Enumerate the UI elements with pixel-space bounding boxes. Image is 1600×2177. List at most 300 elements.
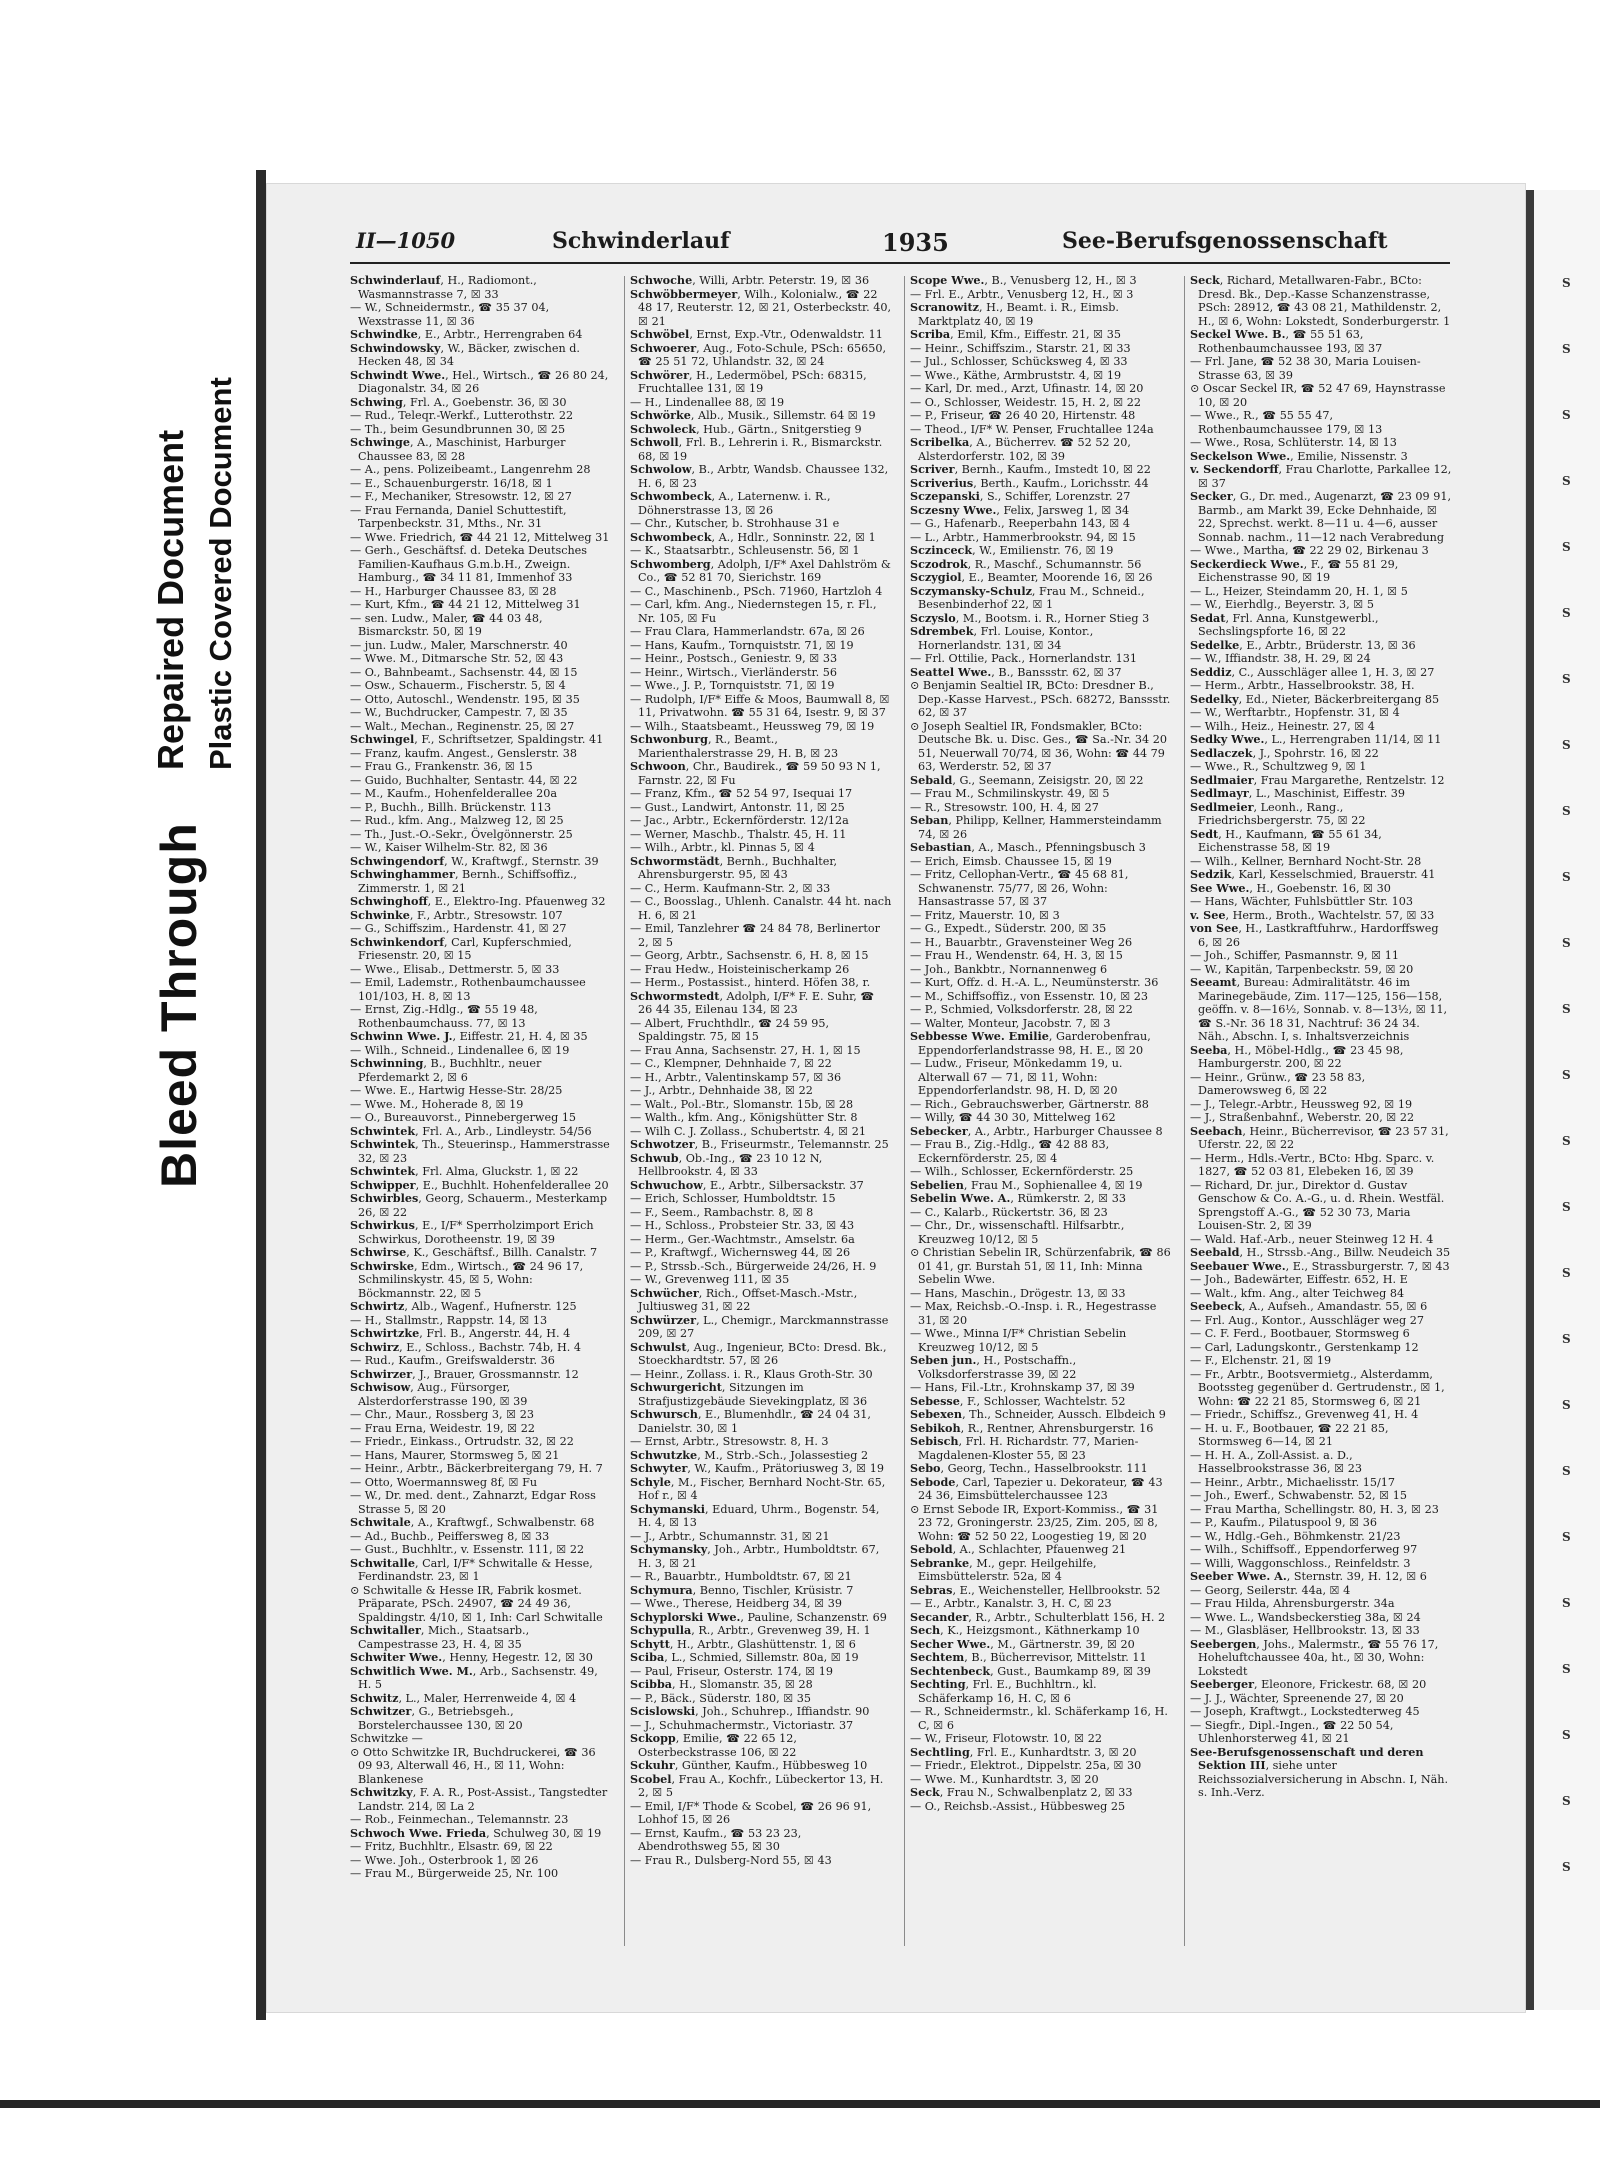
directory-entry: — H., Schloss., Probsteier Str. 33, ☒ 43 (630, 1219, 855, 1232)
directory-entry: — H., Harburger Chaussee 83, ☒ 28 (350, 584, 557, 598)
directory-entry: Schypulla, R., Arbtr., Grevenweg 39, H. 1 (630, 1623, 871, 1637)
directory-entry: Seeberger, Eleonore, Frickestr. 68, ☒ 20 (1190, 1677, 1427, 1691)
directory-entry: Schwurgericht, Sitzungen im Strafjustizgebäude Sievekingplatz, ☒ 36 (630, 1380, 868, 1408)
directory-entry: — Emil, Tanzlehrer ☎ 24 84 78, Berlinertor 2, ☒ 5 (630, 922, 880, 949)
directory-entry: — Wwe., Therese, Heidberg 34, ☒ 39 (630, 1597, 842, 1610)
directory-entry: — Frau Anna, Sachsenstr. 27, H. 1, ☒ 15 (630, 1043, 861, 1057)
directory-entry: — Frl. E., Arbtr., Venusberg 12, H., ☒ 3 (910, 287, 1134, 301)
directory-entry: — Wwe. Friedrich, ☎ 44 21 12, Mittelweg 31 (350, 530, 610, 544)
directory-entry: Scriba, Emil, Kfm., Eiffestr. 21, ☒ 35 (910, 327, 1121, 341)
directory-entry: — J., Arbtr., Dehnhaide 38, ☒ 22 (630, 1084, 813, 1097)
directory-entry: — Fr., Arbtr., Bootsvermietg., Alsterdamm, Bootssteg gegenüber d. Gertrudenstr., ☒ 1, Wohn: ☎ 22 21 85, Stormsweg 6, ☒ 21 (1190, 1367, 1445, 1408)
directory-entry: — Wilh., Staatsbeamt., Heussweg 79, ☒ 19 (630, 719, 875, 733)
directory-entry: Sebbesse Wwe. Emilie, Garderobenfrau, Eppendorferlandstrasse 98, H. E., ☒ 20 (910, 1029, 1151, 1057)
directory-entry: — Herm., Postassist., hinterd. Höfen 38, r. (630, 976, 871, 989)
directory-entry: — L., Heizer, Steindamm 20, H. 1, ☒ 5 (1190, 584, 1408, 598)
directory-entry: Sechting, Frl. E., Buchhltrn., kl. Schäferkamp 16, H. C, ☒ 6 (910, 1677, 1097, 1705)
directory-entry: Sedelke, E., Arbtr., Brüderstr. 13, ☒ 36 (1190, 637, 1416, 652)
directory-entry: Schwotzer, B., Friseurmstr., Telemannstr. 25 (630, 1137, 889, 1151)
directory-entry: Schwyter, W., Kaufm., Prätoriusweg 3, ☒ 19 (630, 1461, 884, 1475)
directory-entry: — F., Mechaniker, Stresowstr. 12, ☒ 27 (350, 490, 572, 503)
directory-entry: — C., Boosslag., Uhlenh. Canalstr. 44 ht. nach H. 6, ☒ 21 (630, 895, 892, 922)
directory-entry: — Hans, Wächter, Fuhlsbüttler Str. 103 (1190, 895, 1413, 908)
directory-entry: Schytt, H., Arbtr., Glashüttenstr. 1, ☒ 6 (630, 1636, 856, 1651)
directory-entry: Sebelin Wwe. A., Rümkerstr. 2, ☒ 33 (910, 1191, 1126, 1205)
directory-entry: — Joh., Ewerf., Schwabenstr. 52, ☒ 15 (1190, 1489, 1407, 1502)
directory-entry: — Guido, Buchhalter, Sentastr. 44, ☒ 22 (350, 773, 578, 787)
directory-entry: Sczyslo, M., Bootsm. i. R., Horner Stieg 3 (910, 610, 1150, 625)
directory-entry: — Wwe., Minna I/F* Christian Sebelin Kreuzweg 10/12, ☒ 5 (910, 1327, 1127, 1354)
directory-entry: Sebelien, Frau M., Sophienallee 4, ☒ 19 (910, 1177, 1143, 1192)
directory-entry: — Frau R., Dulsberg-Nord 55, ☒ 43 (630, 1853, 832, 1867)
directory-entry: — Max, Reichsb.-O.-Insp. i. R., Hegestrasse 31, ☒ 20 (910, 1300, 1157, 1327)
directory-entry: — Frau H., Wendenstr. 64, H. 3, ☒ 15 (910, 949, 1123, 962)
directory-entry: — F., Seem., Rambachstr. 8, ☒ 8 (630, 1205, 814, 1219)
directory-entry: Scribelka, A., Bücherrev. ☎ 52 52 20, Alsterdorferstr. 102, ☒ 39 (910, 435, 1131, 463)
directory-entry: Schwombeck, A., Hdlr., Sonninstr. 22, ☒ 1 (630, 529, 876, 544)
directory-entry: — Carl, Ladungskontr., Gerstenkamp 12 (1190, 1340, 1419, 1354)
directory-entry: — P., Schmied, Volksdorferstr. 28, ☒ 22 (910, 1003, 1133, 1016)
directory-entry: Seebach, Heinr., Bücherrevisor, ☎ 23 57 31, Uferstr. 22, ☒ 22 (1190, 1123, 1449, 1151)
directory-entry: Schwiter Wwe., Henny, Hegestr. 12, ☒ 30 (350, 1650, 593, 1664)
directory-entry: Schwub, Ob.-Ing., ☎ 23 10 12 N, Hellbrookstr. 4, ☒ 33 (630, 1150, 823, 1178)
directory-entry: v. See, Herm., Broth., Wachtelstr. 57, ☒ 33 (1190, 907, 1435, 922)
page-right-edge (1526, 190, 1534, 2010)
directory-entry: Schwinning, B., Buchhltr., neuer Pferdemarkt 2, ☒ 6 (350, 1056, 542, 1084)
directory-entry: — R., Bauarbtr., Humboldtstr. 67, ☒ 21 (630, 1570, 852, 1583)
directory-entry: — Wwe. E., Hartwig Hesse-Str. 28/25 (350, 1084, 563, 1097)
directory-entry: Schwindowsky, W., Bäcker, zwischen d. Hecken 48, ☒ 34 (350, 340, 580, 368)
directory-entry: Schwinghoff, E., Elektro-Ing. Pfauenweg 32 (350, 894, 606, 908)
directory-entry: Schwonburg, R., Beamt., Marienthalerstrasse 29, H. B, ☒ 23 (630, 732, 839, 760)
directory-entry: ⊙ Otto Schwitzke IR, Buchdruckerei, ☎ 36 09 93, Alterwall 46, H., ☒ 11, Wohn: Blankenese (350, 1745, 596, 1786)
directory-entry: — Wwe., Elisab., Dettmerstr. 5, ☒ 33 (350, 962, 560, 976)
directory-entry: v. Seckendorff, Frau Charlotte, Parkallee 12, ☒ 37 (1190, 462, 1452, 490)
directory-entry: Schwoleck, Hub., Gärtn., Snitgerstieg 9 (630, 421, 862, 436)
directory-entry: — Heinr., Schiffszim., Starstr. 21, ☒ 33 (910, 341, 1131, 355)
directory-entry: Seeamt, Bureau: Admiralitätstr. 46 im Marinegebäude, Zim. 117—125, 156—158, geöffn. v. 8—16½, Sonnab. v. 8—13½, ☒ 11, ☎ S.-Nr. 36 18 31, Nachtruf: 36 24 34. Näh., Abschn. I, s. Inhaltsverzeichnis (1190, 975, 1448, 1043)
directory-entry: Schwinn Wwe. J., Eiffestr. 21, H. 4, ☒ 35 (350, 1029, 588, 1043)
directory-entry: Schwursch, E., Blumenhdlr., ☎ 24 04 31, Danielstr. 30, ☒ 1 (630, 1407, 871, 1435)
directory-entry: Schwoche, Willi, Arbtr. Peterstr. 19, ☒ 36 (630, 274, 870, 287)
directory-entry: Sechtem, B., Bücherrevisor, Mittelstr. 11 (910, 1650, 1147, 1664)
directory-entry: Schwuchow, E., Arbtr., Silbersackstr. 37 (630, 1177, 864, 1192)
directory-entry: — Frl. Ottilie, Pack., Hornerlandstr. 131 (910, 652, 1138, 665)
directory-entry: Scriver, Bernh., Kaufm., Imstedt 10, ☒ 22 (910, 462, 1151, 476)
directory-entry: Schwinghammer, Bernh., Schiffsoffiz., Zimmerstr. 1, ☒ 21 (350, 867, 577, 895)
directory-entry: — F., Elchenstr. 21, ☒ 19 (1190, 1354, 1332, 1367)
directory-entry: — Paul, Friseur, Osterstr. 174, ☒ 19 (630, 1664, 833, 1678)
directory-entry: Sczepanski, S., Schiffer, Lorenzstr. 27 (910, 489, 1131, 503)
directory-entry: — W., Kaiser Wilhelm-Str. 82, ☒ 36 (350, 841, 548, 854)
column-2 (630, 274, 892, 1949)
directory-entry: Sebode, Carl, Tapezier u. Dekorateur, ☎ 43 24 36, Eimsbüttelerchaussee 123 (910, 1474, 1163, 1502)
directory-entry: — Wwe. M., Kunhardtstr. 3, ☒ 20 (910, 1772, 1099, 1786)
directory-entry: — Frau Hedw., Hoisteinischerkamp 26 (630, 962, 850, 976)
directory-entry: — Fritz, Cellophan-Vertr., ☎ 45 68 81, Schwanenstr. 75/77, ☒ 26, Wohn: Hansastrasse 57, ☒ 37 (910, 868, 1129, 908)
directory-entry: — Fritz, Mauerstr. 10, ☒ 3 (910, 908, 1060, 922)
directory-entry: Schwombeck, A., Laternenw. i. R., Döhnerstrasse 13, ☒ 26 (630, 489, 831, 517)
directory-entry: Sebastian, A., Masch., Pfenningsbusch 3 (910, 840, 1146, 854)
directory-entry: — C., Klempner, Dehnhaide 7, ☒ 22 (630, 1057, 832, 1070)
column-1 (350, 274, 612, 1949)
directory-entry: — H., Arbtr., Valentinskamp 57, ☒ 36 (630, 1070, 842, 1084)
directory-entry: — W., Werftarbtr., Hopfenstr. 31, ☒ 4 (1190, 706, 1400, 719)
directory-entry: — Herm., Arbtr., Hasselbrookstr. 38, H. (1190, 679, 1415, 692)
directory-entry: Schwinderlauf, H., Radiomont., Wasmannstrasse 7, ☒ 33 (350, 274, 537, 301)
directory-entry: — Gust., Buchhltr., v. Essenstr. 111, ☒ 22 (350, 1543, 585, 1556)
directory-entry: Scislowski, Joh., Schuhrep., Iffiandstr. 90 (630, 1704, 870, 1718)
directory-entry: Sciba, L., Schmied, Sillemstr. 80a, ☒ 19 (630, 1650, 859, 1664)
directory-entry: — Willi, Waggonschloss., Reinfeldstr. 3 (1190, 1556, 1411, 1570)
directory-entry: — Chr., Maur., Rossberg 3, ☒ 23 (350, 1408, 534, 1421)
directory-entry: — Gerh., Geschäftsf. d. Deteka Deutsches Familien-Kaufhaus G.m.b.H., Zweign. Hamburg., ☎ 34 11 81, Immenhof 33 (350, 544, 588, 584)
directory-entry: Scibba, H., Slomanstr. 35, ☒ 28 (630, 1677, 813, 1691)
directory-entry: — Erich, Eimsb. Chaussee 15, ☒ 19 (910, 854, 1112, 868)
directory-entry: — Jac., Arbtr., Eckernförderstr. 12/12a (630, 814, 849, 827)
directory-entry: — H. H. A., Zoll-Assist. a. D., Hasselbrookstrasse 36, ☒ 23 (1190, 1448, 1362, 1475)
directory-entry: Schyplorski Wwe., Pauline, Schanzenstr. 69 (630, 1609, 887, 1624)
column-4 (1190, 274, 1452, 1949)
directory-entry: Scobel, Frau A., Kochfr., Lübeckertor 13, H. 2, ☒ 5 (630, 1771, 884, 1799)
directory-entry: Sedky Wwe., L., Herrengraben 11/14, ☒ 11 (1190, 732, 1442, 746)
directory-entry: — Willy, ☎ 44 30 30, Mittelweg 162 (910, 1111, 1116, 1124)
directory-entry: Sechtenbeck, Gust., Baumkamp 89, ☒ 39 (910, 1663, 1151, 1678)
archive-stamp-area (0, 0, 255, 2177)
directory-entry: — E., Arbtr., Kanalstr. 3, H. C, ☒ 23 (910, 1597, 1112, 1610)
directory-entry: — J. J., Wächter, Spreenende 27, ☒ 20 (1190, 1691, 1404, 1705)
directory-entry: — Heinr., Postsch., Geniestr. 9, ☒ 33 (630, 652, 838, 665)
directory-entry: Sedat, Frl. Anna, Kunstgewerbl., Sechslingspforte 16, ☒ 22 (1190, 610, 1379, 638)
directory-entry: Schwoerer, Aug., Foto-Schule, PSch: 65650, ☎ 25 51 72, Uhlandstr. 32, ☒ 24 (630, 340, 887, 368)
directory-entry: — M., Glasbläser, Hellbrookstr. 13, ☒ 33 (1190, 1624, 1420, 1637)
directory-entry: — Rudolph, I/F* Eiffe & Moos, Baumwall 8, ☒ 11, Privatwohn. ☎ 55 31 64, Isestr. 9, ☒ 37 (630, 692, 890, 719)
directory-entry: Schwisow, Aug., Fürsorger, Alsterdorferstrasse 190, ☒ 39 (350, 1380, 528, 1408)
plastic-covered-label: Plastic Covered Document (203, 377, 238, 770)
directory-entry: Seebald, H., Strssb.-Ang., Billw. Neudeich 35 (1190, 1245, 1451, 1259)
directory-entry: — Frau M., Schmilinskystr. 49, ☒ 5 (910, 787, 1110, 800)
directory-entry: Sedelky, Ed., Nieter, Bäckerbreitergang 85 (1190, 691, 1440, 706)
directory-entry: — Franz, Kfm., ☎ 52 54 97, Isequai 17 (630, 787, 853, 800)
directory-entry: — Ernst, Zig.-Hdlg., ☎ 55 19 48, Rothenbaumchauss. 77, ☒ 13 (350, 1003, 538, 1030)
directory-entry: Schwing, Frl. A., Goebenstr. 36, ☒ 30 (350, 394, 567, 409)
directory-entry: — Heinr., Wirtsch., Vierländerstr. 56 (630, 665, 838, 679)
directory-entry: — Frau Martha, Schellingstr. 80, H. 3, ☒ 23 (1190, 1502, 1439, 1516)
directory-entry: Seck, Frau N., Schwalbenplatz 2, ☒ 33 (910, 1785, 1133, 1799)
directory-entry: — Rob., Feinmechan., Telemannstr. 23 (350, 1813, 569, 1826)
directory-entry: — Frau Hilda, Ahrensburgerstr. 34a (1190, 1597, 1395, 1610)
directory-entry: — O., Bahnbeamt., Sachsenstr. 44, ☒ 15 (350, 665, 578, 679)
directory-entry: Schwolow, B., Arbtr, Wandsb. Chaussee 132, H. 6, ☒ 23 (630, 462, 889, 490)
directory-entry: — J., Telegr.-Arbtr., Heussweg 92, ☒ 19 (1190, 1097, 1413, 1111)
directory-entry: Schwinke, F., Arbtr., Stresowstr. 107 (350, 907, 563, 922)
directory-entry: Sedlmaier, Frau Margarethe, Rentzelstr. 12 (1190, 772, 1445, 787)
directory-entry: Schwitzer, G., Betriebsgeh., Borstelerchaussee 130, ☒ 20 (350, 1704, 523, 1732)
directory-entry: — K., Staatsarbtr., Schleusenstr. 56, ☒ 1 (630, 544, 860, 557)
directory-entry: Sedt, H., Kaufmann, ☎ 55 61 34, Eichenstrasse 58, ☒ 19 (1190, 826, 1382, 854)
directory-entry: Schwormstedt, Adolph, I/F* F. E. Suhr, ☎ 26 44 35, Eilenau 134, ☒ 23 (630, 988, 875, 1016)
directory-entry: — P., Kraftwgf., Wichernsweg 44, ☒ 26 (630, 1246, 851, 1259)
header-rule (350, 262, 1450, 264)
directory-entry: — Frl. Jane, ☎ 52 38 30, Maria Louisen-Strasse 63, ☒ 39 (1190, 355, 1421, 382)
directory-entry: Schwintek, Frl. Alma, Gluckstr. 1, ☒ 22 (350, 1164, 579, 1178)
column-3 (910, 274, 1172, 1949)
directory-entry: — Rud., Kaufm., Greifswalderstr. 36 (350, 1354, 555, 1367)
directory-entry: — Ernst, Arbtr., Stresowstr. 8, H. 3 (630, 1435, 829, 1448)
directory-entry: — O., Schlosser, Weidestr. 15, H. 2, ☒ 22 (910, 395, 1142, 409)
directory-entry: Seban, Philipp, Kellner, Hammersteindamm 74, ☒ 26 (910, 813, 1162, 841)
directory-entry: Sczygiol, E., Beamter, Moorende 16, ☒ 26 (910, 570, 1153, 584)
directory-entry: Seben jun., H., Postschaffn., Volksdorferstrasse 39, ☒ 22 (910, 1353, 1077, 1381)
repaired-document-label: Repaired Document (150, 429, 191, 770)
directory-entry: — sen. Ludw., Maler, ☎ 44 03 48, Bismarckstr. 50, ☒ 19 (350, 611, 543, 638)
directory-entry: — Frau M., Bürgerweide 25, Nr. 100 (350, 1867, 559, 1880)
directory-entry: — Herm., Ger.-Wachtmstr., Amselstr. 6a (630, 1232, 855, 1246)
directory-entry: — Jul., Schlosser, Schücksweg 4, ☒ 33 (910, 355, 1128, 368)
directory-entry: — Frau Clara, Hammerlandstr. 67a, ☒ 26 (630, 625, 865, 638)
directory-entry: Schwindt Wwe., Hel., Wirtsch., ☎ 26 80 24, Diagonalstr. 34, ☒ 26 (350, 367, 609, 395)
directory-entry: — H., Lindenallee 88, ☒ 19 (630, 395, 785, 409)
directory-entry: Schwitalle, Carl, I/F* Schwitalle & Hesse, Ferdinandstr. 23, ☒ 1 (350, 1555, 593, 1583)
scanner-band (0, 2100, 1600, 2108)
directory-entry: Seeba, H., Möbel-Hdlg., ☎ 23 45 98, Hamburgerstr. 200, ☒ 22 (1190, 1042, 1404, 1070)
directory-entry: — Wwe., R., ☎ 55 55 47, Rothenbaumchaussee 179, ☒ 13 (1190, 409, 1383, 436)
directory-entry: — Ludw., Friseur, Mönkedamm 19, u. Alterwall 67 — 71, ☒ 11, Wohn: Eppendorferlandstr. 98, H. D, ☒ 20 (910, 1057, 1123, 1097)
directory-entry: Seddiz, C., Ausschläger allee 1, H. 3, ☒ 27 (1190, 664, 1435, 679)
directory-entry: Schwoll, Frl. B., Lehrerin i. R., Bismarckstr. 68, ☒ 19 (630, 435, 883, 463)
directory-entry: — Karl, Dr. med., Arzt, Ufinastr. 14, ☒ 20 (910, 382, 1144, 395)
directory-entry: Sebecker, A., Arbtr., Harburger Chaussee 8 (910, 1123, 1163, 1138)
directory-entry: Schyle, M., Fischer, Bernhard Nocht-Str. 65, Hof r., ☒ 4 (630, 1474, 886, 1502)
directory-entry: — J., Schuhmachermstr., Victoriastr. 37 (630, 1718, 854, 1732)
directory-entry: — Joh., Badewärter, Eiffestr. 652, H. E (1190, 1273, 1408, 1286)
directory-entry: Scope Wwe., B., Venusberg 12, H., ☒ 3 (910, 274, 1137, 287)
directory-entry: — Georg, Arbtr., Sachsenstr. 6, H. 8, ☒ 15 (630, 949, 869, 962)
directory-entry: — Friedr., Elektrot., Dippelstr. 25a, ☒ 30 (910, 1759, 1142, 1772)
directory-entry: Schwinge, A., Maschinist, Harburger Chaussee 83, ☒ 28 (350, 435, 566, 463)
directory-entry: — Kurt, Kfm., ☎ 44 21 12, Mittelweg 31 (350, 598, 581, 611)
directory-entry: Sedzik, Karl, Kesselschmied, Brauerstr. 41 (1190, 867, 1436, 881)
directory-entry: Scranowitz, H., Beamt. i. R., Eimsb. Marktplatz 40, ☒ 19 (910, 300, 1119, 328)
directory-entry: — Werner, Maschb., Thalstr. 45, H. 11 (630, 827, 847, 841)
directory-entry: — R., Schneidermstr., kl. Schäferkamp 16, H. C, ☒ 6 (910, 1705, 1168, 1732)
directory-entry: — Hans, Fil.-Ltr., Krohnskamp 37, ☒ 39 (910, 1381, 1135, 1394)
directory-entry: — Wwe., Rosa, Schlüterstr. 14, ☒ 13 (1190, 436, 1397, 449)
directory-entry: — C., Kalarb., Rückertstr. 36, ☒ 23 (910, 1205, 1108, 1219)
directory-entry: Schwindke, E., Arbtr., Herrengraben 64 (350, 327, 583, 341)
bleed-through-label: Bleed Through (151, 822, 207, 1188)
directory-entry: — Chr., Kutscher, b. Strohhause 31 e (630, 517, 840, 530)
directory-entry: Schwirtz, Alb., Wagenf., Hufnerstr. 125 (350, 1299, 577, 1313)
directory-entry: — Wwe. M., Hoherade 8, ☒ 19 (350, 1097, 524, 1111)
directory-entry: Sczymansky-Schulz, Frau M., Schneid., Besenbinderhof 22, ☒ 1 (910, 583, 1145, 611)
directory-entry: — Walt., kfm. Ang., alter Teichweg 84 (1190, 1286, 1405, 1300)
directory-entry: Sedlmayr, L., Maschinist, Eiffestr. 39 (1190, 786, 1406, 800)
directory-entry: — Georg, Seilerstr. 44a, ☒ 4 (1190, 1583, 1351, 1597)
directory-entry: Schymansky, Joh., Arbtr., Humboldtstr. 67, H. 3, ☒ 21 (630, 1542, 880, 1570)
directory-entry: Sebras, E., Weichensteller, Hellbrookstr. 52 (910, 1582, 1161, 1597)
directory-entry: Schwirske, Edm., Wirtsch., ☎ 24 96 17, Schmilinskystr. 45, ☒ 5, Wohn: Böckmannstr. 22, ☒ 5 (350, 1258, 584, 1300)
directory-entry: — Frau B., Zig.-Hdlg., ☎ 42 88 83, Eckernförderstr. 25, ☒ 4 (910, 1138, 1110, 1165)
directory-entry: — Rich., Gebrauchswerber, Gärtnerstr. 88 (910, 1097, 1149, 1111)
directory-entry: Sebexen, Th., Schneider, Aussch. Elbdeich 9 (910, 1407, 1166, 1421)
directory-entry: Sebisch, Frl. H. Richardstr. 77, Marien-Magdalenen-Kloster 55, ☒ 23 (910, 1434, 1139, 1462)
directory-entry: — E., Schauenburgerstr. 16/18, ☒ 1 (350, 476, 553, 490)
directory-entry: ⊙ Joseph Sealtiel IR, Fondsmakler, BCto: Deutsche Bk. u. Disc. Ges., ☎ Sa.-Nr. 34 20 51, Neuerwall 70/74, ☒ 36, Wohn: ☎ 44 79 63, Werderstr. 52, ☒ 37 (910, 719, 1167, 773)
directory-entry: Sebikoh, R., Rentner, Ahrensburgerstr. 16 (910, 1420, 1154, 1435)
directory-entry: Schwintek, Frl. A., Arb., Lindleystr. 54/56 (350, 1123, 592, 1138)
directory-entry: — H. u. F., Bootbauer, ☎ 22 21 85, Stormsweg 6—14, ☒ 21 (1190, 1421, 1389, 1448)
directory-entry: — C., Maschinenb., PSch. 71960, Hartzloh 4 (630, 584, 883, 598)
directory-entry: — Richard, Dr. jur., Direktor d. Gustav Genschow & Co. A.-G., u. d. Rhein. Westfäl. Sprengstoff A.-G., ☎ 52 30 73, Maria Louisen-Str. 2, ☒ 39 (1190, 1178, 1445, 1232)
directory-entry: — Ernst, Kaufm., ☎ 53 23 23, Abendrothsweg 55, ☒ 30 (630, 1826, 802, 1853)
directory-entry: — W., Schneidermstr., ☎ 35 37 04, Wexstrasse 11, ☒ 36 (350, 301, 550, 328)
directory-entry: Schwirzer, J., Brauer, Grossmannstr. 12 (350, 1366, 579, 1381)
directory-entry: Schwitzky, F. A. R., Post-Assist., Tangstedter Landstr. 214, ☒ La 2 (350, 1785, 608, 1813)
directory-entry: — Wwe., R., Schultzweg 9, ☒ 1 (1190, 760, 1367, 773)
directory-entry: — J., Arbtr., Schumannstr. 31, ☒ 21 (630, 1529, 830, 1543)
directory-entry: — R., Stresowstr. 100, H. 4, ☒ 27 (910, 800, 1099, 814)
directory-entry: ⊙ Schwitalle & Hesse IR, Fabrik kosmet. Präparate, PSch. 24907, ☎ 24 49 36, Spaldingstr. 4/10, ☒ 1, Inh: Carl Schwitalle (350, 1583, 603, 1624)
directory-entry: Sczinceck, W., Emilienstr. 76, ☒ 19 (910, 543, 1114, 557)
directory-entry: Schwirtzke, Frl. B., Angerstr. 44, H. 4 (350, 1326, 571, 1340)
directory-entry: Schwipper, E., Buchhlt. Hohenfelderallee 20 (350, 1177, 609, 1192)
directory-entry: — Emil, Lademstr., Rothenbaumchaussee 101/103, H. 8, ☒ 13 (350, 976, 586, 1003)
directory-entry: — O., Reichsb.-Assist., Hübbesweg 25 (910, 1799, 1126, 1813)
directory-entry: Sedlmeier, Leonh., Rang., Friedrichsbergerstr. 75, ☒ 22 (1190, 799, 1366, 827)
directory-entry: See Wwe., H., Goebenstr. 16, ☒ 30 (1190, 880, 1391, 895)
directory-entry: — Heinr., Zollass. i. R., Klaus Groth-Str. 30 (630, 1367, 873, 1381)
directory-entry: Sechtling, Frl. E., Kunhardtstr. 3, ☒ 20 (910, 1744, 1137, 1759)
directory-entry: Scriverius, Berth., Kaufm., Lorichsstr. 44 (910, 475, 1149, 490)
directory-entry: — Wald. Haf.-Arb., neuer Steinweg 12 H. 4 (1190, 1232, 1434, 1246)
directory-entry: Sech, K., Heizgsmont., Käthnerkamp 10 (910, 1623, 1140, 1637)
directory-entry: — Wwe., Käthe, Armbruststr. 4, ☒ 19 (910, 368, 1122, 382)
directory-entry: Sebo, Georg, Techn., Hasselbrookstr. 111 (910, 1461, 1148, 1475)
directory-entry: — jun. Ludw., Maler, Marschnerstr. 40 (350, 638, 568, 652)
directory-entry: Schwirse, K., Geschäftsf., Billh. Canalstr. 7 (350, 1245, 598, 1259)
directory-entry: — W., Dr. med. dent., Zahnarzt, Edgar Ross Strasse 5, ☒ 20 (350, 1489, 596, 1516)
directory-entry: Seebeck, A., Aufseh., Amandastr. 55, ☒ 6 (1190, 1299, 1428, 1313)
directory-entry: — Emil, I/F* Thode & Scobel, ☎ 26 96 91, Lohhof 15, ☒ 26 (630, 1799, 872, 1826)
directory-entry: — P., Strssb.-Sch., Bürgerweide 24/26, H. 9 (630, 1259, 877, 1273)
directory-entry: — Friedr., Einkass., Ortrudstr. 32, ☒ 22 (350, 1435, 574, 1448)
directory-entry: Schymura, Benno, Tischler, Krüsistr. 7 (630, 1582, 854, 1597)
directory-entry: Schwitlich Wwe. M., Arb., Sachsenstr. 49, H. 5 (350, 1663, 598, 1691)
directory-entry: — Franz, kaufm. Angest., Genslerstr. 38 (350, 746, 577, 760)
directory-entry: Seckel Wwe. B., ☎ 55 51 63, Rothenbaumchaussee 193, ☒ 37 (1190, 327, 1383, 355)
header-right-keyword: See-Berufsgenossenschaft (1062, 228, 1388, 254)
directory-entry: Seckelson Wwe., Emilie, Nissenstr. 3 (1190, 448, 1408, 463)
directory-entry: — Wwe. M., Ditmarsche Str. 52, ☒ 43 (350, 652, 564, 665)
directory-entry: — Th., beim Gesundbrunnen 30, ☒ 25 (350, 422, 566, 436)
directory-entry: Seattel Wwe., B., Banssstr. 62, ☒ 37 (910, 664, 1122, 679)
directory-entry: — W., Iffiandstr. 38, H. 29, ☒ 24 (1190, 652, 1371, 665)
directory-entry: — Wilh., Kellner, Bernhard Nocht-Str. 28 (1190, 854, 1422, 868)
directory-entry: — C. F. Ferd., Bootbauer, Stormsweg 6 (1190, 1327, 1410, 1340)
directory-entry: Seeber Wwe. A., Sternstr. 39, H. 12, ☒ 6 (1190, 1569, 1427, 1583)
directory-entry: — L., Arbtr., Hammerbrookstr. 94, ☒ 15 (910, 530, 1136, 544)
directory-entry: — Hans, Maurer, Stormsweg 5, ☒ 21 (350, 1448, 560, 1462)
directory-entry: Schwingendorf, W., Kraftwgf., Sternstr. 39 (350, 853, 599, 868)
directory-entry: — W., Grevenweg 111, ☒ 35 (630, 1273, 790, 1286)
directory-entry: — W., Buchdrucker, Campestr. 7, ☒ 35 (350, 706, 568, 719)
directory-entry: ⊙ Benjamin Sealtiel IR, BCto: Dresdner B., Dep.-Kasse Harvest., PSch. 68272, Banssstr. 62, ☒ 37 (910, 679, 1171, 719)
directory-entry: Schwitaller, Mich., Staatsarb., Campestrasse 23, H. 4, ☒ 35 (350, 1623, 530, 1651)
directory-entry: Seckerdieck Wwe., F., ☎ 55 81 29, Eichenstrasse 90, ☒ 19 (1190, 556, 1399, 584)
directory-entry: — Wwe., Martha, ☎ 22 29 02, Birkenau 3 (1190, 544, 1429, 557)
directory-entry: — P., Bäck., Süderstr. 180, ☒ 35 (630, 1691, 812, 1705)
directory-entry: — J., Straßenbahnf., Weberstr. 20, ☒ 22 (1190, 1111, 1415, 1124)
directory-entry: Schwirz, E., Schloss., Bachstr. 74b, H. 4 (350, 1339, 582, 1354)
directory-entry: — Walth., kfm. Ang., Königshütter Str. 8 (630, 1111, 858, 1124)
directory-entry: Schwomberg, Adolph, I/F* Axel Dahlström & Co., ☎ 52 81 70, Sierichstr. 169 (630, 556, 891, 584)
directory-entry: — Osw., Schauerm., Fischerstr. 5, ☒ 4 (350, 679, 566, 692)
directory-entry: — Gust., Landwirt, Antonstr. 11, ☒ 25 (630, 800, 845, 814)
directory-entry: Schwutzke, M., Strb.-Sch., Jolassestieg 2 (630, 1447, 869, 1462)
directory-entry: Sedlaczek, J., Spohrstr. 16, ☒ 22 (1190, 745, 1379, 760)
directory-entry: — O., Bureauvorst., Pinnebergerweg 15 (350, 1111, 577, 1124)
directory-entry: Schwürzer, L., Chemigr., Marckmannstrasse 209, ☒ 27 (630, 1312, 889, 1340)
page-header (356, 228, 1446, 262)
directory-entry: — Kurt, Offz. d. H.-A. L., Neumünsterstr. 36 (910, 976, 1159, 989)
directory-entry: Schwörke, Alb., Musik., Sillemstr. 64 ☒ 19 (630, 408, 876, 422)
directory-entry: — Joseph, Kraftwgt., Lockstedterweg 45 (1190, 1705, 1420, 1718)
directory-entry: — Wilh., Schlosser, Eckernförderstr. 25 (910, 1165, 1134, 1178)
directory-entry: — H., Stallmstr., Rappstr. 14, ☒ 13 (350, 1313, 548, 1327)
directory-entry: — Wilh., Heiz., Heinestr. 27, ☒ 4 (1190, 719, 1375, 733)
directory-entry: — Wwe., J. P., Tornquiststr. 71, ☒ 19 (630, 679, 835, 692)
directory-entry: — P., Kaufm., Pilatuspool 9, ☒ 36 (1190, 1516, 1377, 1529)
directory-entry: Schwöbbermeyer, Wilh., Kolonialw., ☎ 22 48 17, Reuterstr. 12, ☒ 21, Osterbeckstr. 40, ☒ 21 (630, 286, 892, 328)
directory-entry: — Th., Just.-O.-Sekr., Övelgönnerstr. 25 (350, 827, 573, 841)
directory-entry: — H., Bauarbtr., Gravensteiner Weg 26 (910, 935, 1133, 949)
directory-entry: Schwitale, A., Kraftwgf., Schwalbenstr. 68 (350, 1515, 595, 1529)
directory-entry: — W., Hdlg.-Geh., Böhmkenstr. 21/23 (1190, 1529, 1401, 1543)
directory-entry: Secher Wwe., M., Gärtnerstr. 39, ☒ 20 (910, 1636, 1135, 1651)
directory-entry: Schwitzke — (350, 1732, 423, 1745)
directory-entry: Schwoch Wwe. Frieda, Schulweg 30, ☒ 19 (350, 1825, 602, 1840)
directory-entry: Seck, Richard, Metallwaren-Fabr., BCto: Dresd. Bk., Dep.-Kasse Schanzenstrasse, PSch: 28912, ☎ 43 08 21, Mathildenstr. 2, H., ☒ 6, Wohn: Lokstedt, Sonderburgerstr. 1 (1190, 274, 1451, 328)
directory-entry: Seebauer Wwe., E., Strassburgerstr. 7, ☒ 43 (1190, 1258, 1450, 1273)
directory-entry: Schwitz, L., Maler, Herrenweide 4, ☒ 4 (350, 1690, 577, 1705)
directory-entry: — P., Buchh., Billh. Brückenstr. 113 (350, 800, 552, 814)
directory-entry: — Erich, Schlosser, Humboldtstr. 15 (630, 1192, 836, 1205)
next-page-letters: S S S S S S S S S S S S S S S S S S S S S S S S S (1562, 276, 1571, 1874)
directory-entry: Sebald, G., Seemann, Zeisigstr. 20, ☒ 22 (910, 772, 1144, 787)
directory-entry: — Fritz, Buchhltr., Elsastr. 69, ☒ 22 (350, 1840, 553, 1853)
directory-entry: — M., Kaufm., Hohenfelderallee 20a (350, 787, 558, 800)
directory-entry: — Otto, Autoschl., Wendenstr. 195, ☒ 35 (350, 692, 580, 706)
directory-entry: Schwintek, Th., Steuerinsp., Hammerstrasse 32, ☒ 23 (350, 1137, 610, 1165)
directory-entry: — Otto, Woermannsweg 8f, ☒ Fu (350, 1475, 538, 1489)
directory-entry: — A., pens. Polizeibeamt., Langenrehm 28 (350, 463, 591, 476)
directory-entry: Sczodrok, R., Maschf., Schumannstr. 56 (910, 556, 1142, 571)
directory-entry: — W., Kapitän, Tarpenbeckstr. 59, ☒ 20 (1190, 962, 1414, 976)
directory-entry: — Herm., Hdls.-Vertr., BCto: Hbg. Sparc. v. 1827, ☎ 52 03 81, Elebeken 16, ☒ 39 (1190, 1151, 1435, 1178)
directory-entry: Sczesny Wwe., Felix, Jarsweg 1, ☒ 34 (910, 502, 1130, 517)
directory-entry: Schwingel, F., Schriftsetzer, Spaldingstr. 41 (350, 732, 604, 746)
directory-entry: — Rud., Teleqr.-Werkf., Lutterothstr. 22 (350, 409, 574, 422)
directory-entry: ⊙ Ernst Sebode IR, Export-Kommiss., ☎ 31 23 72, Groningerstr. 23/25, Zim. 205, ☒ 8, Wohn: ☎ 52 50 22, Loogestieg 19, ☒ 20 (910, 1502, 1159, 1543)
header-year: 1935 (882, 228, 949, 257)
directory-entry: — Heinr., Arbtr., Bäckerbreitergang 79, H. 7 (350, 1462, 603, 1475)
directory-entry: — Wwe. Joh., Osterbrook 1, ☒ 26 (350, 1853, 539, 1867)
directory-entry: Schwörer, H., Ledermöbel, PSch: 68315, Fruchtallee 131, ☒ 19 (630, 367, 867, 395)
directory-entry: Sebesse, F., Schlosser, Wachtelstr. 52 (910, 1393, 1126, 1408)
directory-entry: Schwulst, Aug., Ingenieur, BCto: Dresd. Bk., Stoeckhardtstr. 57, ☒ 26 (630, 1339, 887, 1367)
directory-entry: — P., Friseur, ☎ 26 40 20, Hirtenstr. 48 (910, 409, 1136, 422)
